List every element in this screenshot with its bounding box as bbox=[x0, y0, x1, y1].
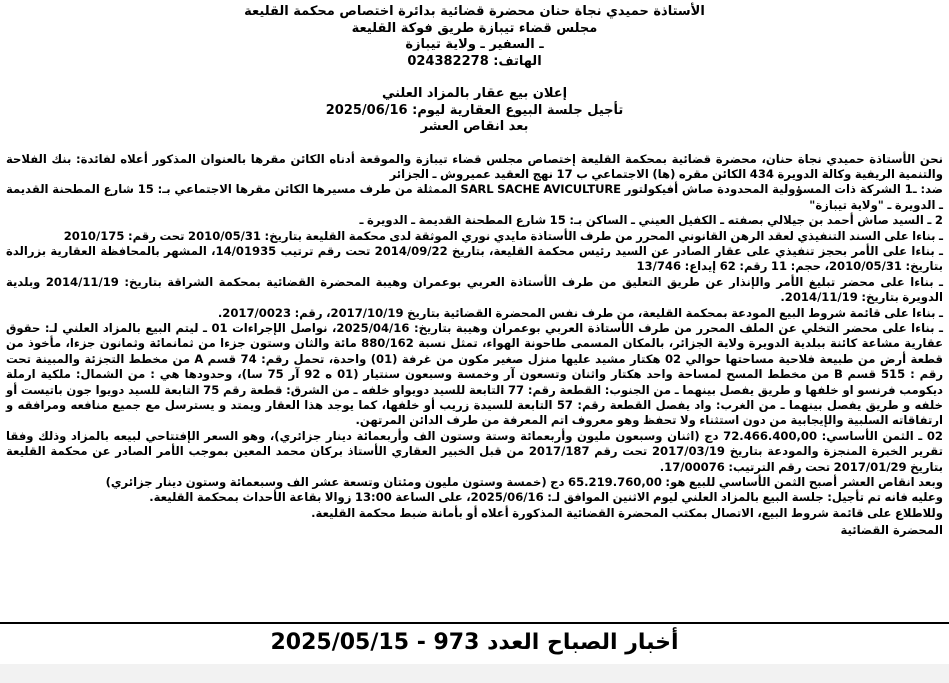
bottom-strip bbox=[0, 664, 949, 683]
signature: المحضرة القضائية bbox=[840, 523, 943, 538]
body-paragraph-session: وعليه فانه تم تأجيل: جلسة البيع بالمزاد العلني ليوم الاثنين الموافق لـ: 2025/06/16، على الساعة 13:00 زوالا بقاعة الأحداث بمحكمة القليعة. bbox=[149, 490, 943, 505]
legal-notice bbox=[6, 4, 943, 616]
body-paragraph-seizure-order: ـ بناءا على الأمر بحجز تنفيذي على عقار الصادر عن السيد رئيس محكمة القليعة، بتاريخ 2014/09/22 تحت رقم ترتيب 14/01935، المشهر بالمحافظة العقارية بزرالدة بتاريخ: 2010/05/31، حجم: 11 رقم: 62 إيداع: 13/746 bbox=[6, 243, 943, 274]
notice-header bbox=[6, 4, 943, 70]
body-paragraph-reduced-price: وبعد انقاص العشر أصبح الثمن الأساسي للبيع هو: 65.219.760,00 دج (خمسة وستون مليون ومئتان وتسعة عشر الف وسبعمائة وستون دينار جزائري) bbox=[105, 475, 943, 490]
body-paragraph-conditions: ـ بناءا على قائمة شروط البيع المودعة بمحكمة القليعة، من طرف نفس المحضرة القضائية بتاريخ 2017/10/19، رقم: 2017/0023. bbox=[217, 305, 943, 320]
body-paragraph-notification: ـ بناءا على محضر تبليغ الأمر والإنذار عن طريق التعليق من طرف الأستاذة العربي بوعمران وهيبة المحضرة القضائية بمحكمة الشراقة بتاريخ: 2014/11/19 وبلدية الدويرة بتاريخ: 2014/11/19. bbox=[6, 274, 943, 305]
body-paragraph-intro: نحن الأستاذة حميدي نجاة حنان، محضرة قضائية بمحكمة القليعة إختصاص مجلس قضاء تيبازة والموقعة أدناه الكائن مقرها بالعنوان المذكور أعلاه لفائدة: بنك الفلاحة والتنمية الريفية وكالة الدويرة 434 الكائن مقره (ها) الاجتماعي ب 17 نهج العقيد عميروش ـ الجزائر bbox=[6, 151, 943, 181]
newspaper-footer bbox=[0, 622, 949, 664]
notice-body bbox=[6, 152, 943, 522]
footer-date: 2025/05/15 bbox=[270, 630, 410, 655]
body-paragraph-defendant-1: ضد: ـ1 الشركة ذات المسؤولية المحدودة صاش أفيكولتور SARL SACHE AVICULTURE الممثلة من طرف مسيرها الكائن مقرها الاجتماعي بـ: 15 شارع المطحنة القديمة ـ الدويرة ـ "ولاية تيبازة" bbox=[6, 182, 943, 212]
announcement-subtitle: تأجيل جلسة البيوع العقارية ليوم: 2025/06/16 bbox=[325, 102, 624, 118]
body-paragraph-property: ـ بناءا على محضر التخلي عن الملف المحرر من طرف الأستاذة العربي بوعمران وهيبة بتاريخ: 2025/04/16، نواصل الإجراءات 01 ـ ليتم البيع بالمزاد العلني لـ: حقوق عقارية مشاعة كائنة ببلدية الدويرة ولاية الجزائر، بالمكان المسمى طاحونة الهواء، تمثل نسبة 880/162 مائة والثان وستون جزءا من ثمانمائة وثمانون جزءا، مأخوذ من قطعة أرض من طبيعة فلاحية مساحتها حوالي 02 هكتار مشيد عليها منزل صغير مكون من غرفة (01) واحدة، تحمل رقم: 74 قسم A من مخطط التجزئة والمبينة تحت رقم : 515 قسم B من مخطط المسح لمساحة واحد هكتار واثنان وتسعون آر وخمسة وسبعون سنتيار (01 ه 92 آر 75 سا)، وحدودها هي : من الشمال: ملكية ارملة ديكومب فرنسو او خلفها و طريق يفصل بينهما ـ من الجنوب: القطعة رقم: 77 التابعة للسيد دويواو خلفه ـ من الشرق: قطعة رقم 75 التابعة للسيد دويوا جون باتيست أو خلفه و طريق يفصل بينهما ـ من الغرب: واد يفصل القطعة رقم: 57 التابعة للسيدة زريب أو خلفها، كما يوجد هذا العقار ويمتد و يسترسل مع جميع منافعه ومرافقه و ارتفاقاته السلبية والإيجابية من دون استثناء ولا تحفظ وهو معروف اتم المعرفة من طرف الدائن المرتهن. bbox=[6, 320, 944, 428]
body-paragraph-deed: ـ بناءا على السند التنفيذي لعقد الرهن القانوني المحرر من طرف الأستاذة مايدي نوري الموثقة لدى محكمة القليعة بتاريخ: 2010/05/31 تحت رقم: 2010/175 bbox=[63, 228, 943, 243]
announcement-title: إعلان بيع عقار بالمزاد العلني bbox=[381, 86, 568, 101]
court-council: مجلس قضاء تيبازة طريق فوكة القليعة bbox=[351, 20, 598, 36]
body-paragraph-defendant-2: 2 ـ السيد صاش أحمد بن جيلالي بصفته ـ الكفيل العيني ـ الساكن بـ: 15 شارع المطحنة القديمة ـ الدويرة ـ bbox=[359, 213, 943, 228]
phone-number: 024382278 bbox=[407, 53, 489, 69]
body-paragraph-base-price: 02 ـ الثمن الأساسي: 72.466.400,00 دج (اثنان وسبعون مليون وأربعمائة وستة وستون الف وأربعمائة دينار جزائري)، وهو السعر الإفتتاحي لبيعه بالمزاد وذلك وفقا تقرير الخبرة المنجزة والمودعة بتاريخ 2017/03/19 تحت رقم 2017/187 من قبل الخبير العقاري الأستاذ بركان محمد المعين بموجب الأمر الصادر عن محكمة القليعة بتاريخ 2017/01/29 تحت رقم الترتيب: 17/00076. bbox=[6, 428, 944, 474]
announcement-note: بعد انقاص العشر bbox=[420, 119, 529, 134]
office-location: ـ السفير ـ ولاية تيبازة bbox=[405, 37, 544, 52]
announcement-block bbox=[6, 86, 943, 136]
body-paragraph-contact: وللاطلاع على قائمة شروط البيع، الاتصال بمكتب المحضرة القضائية المذكورة أعلاه أو بأمانة ضبط محكمة القليعة. bbox=[311, 505, 943, 520]
footer-title bbox=[0, 628, 949, 658]
bailiff-name: الأستاذة حميدي نجاة حنان محضرة قضائية بدائرة اختصاص محكمة القليعة bbox=[244, 4, 705, 19]
phone-line bbox=[6, 54, 943, 71]
footer-issue: أخبار الصباح العدد 973 - bbox=[416, 630, 679, 655]
phone-label: الهاتف: bbox=[493, 53, 542, 69]
